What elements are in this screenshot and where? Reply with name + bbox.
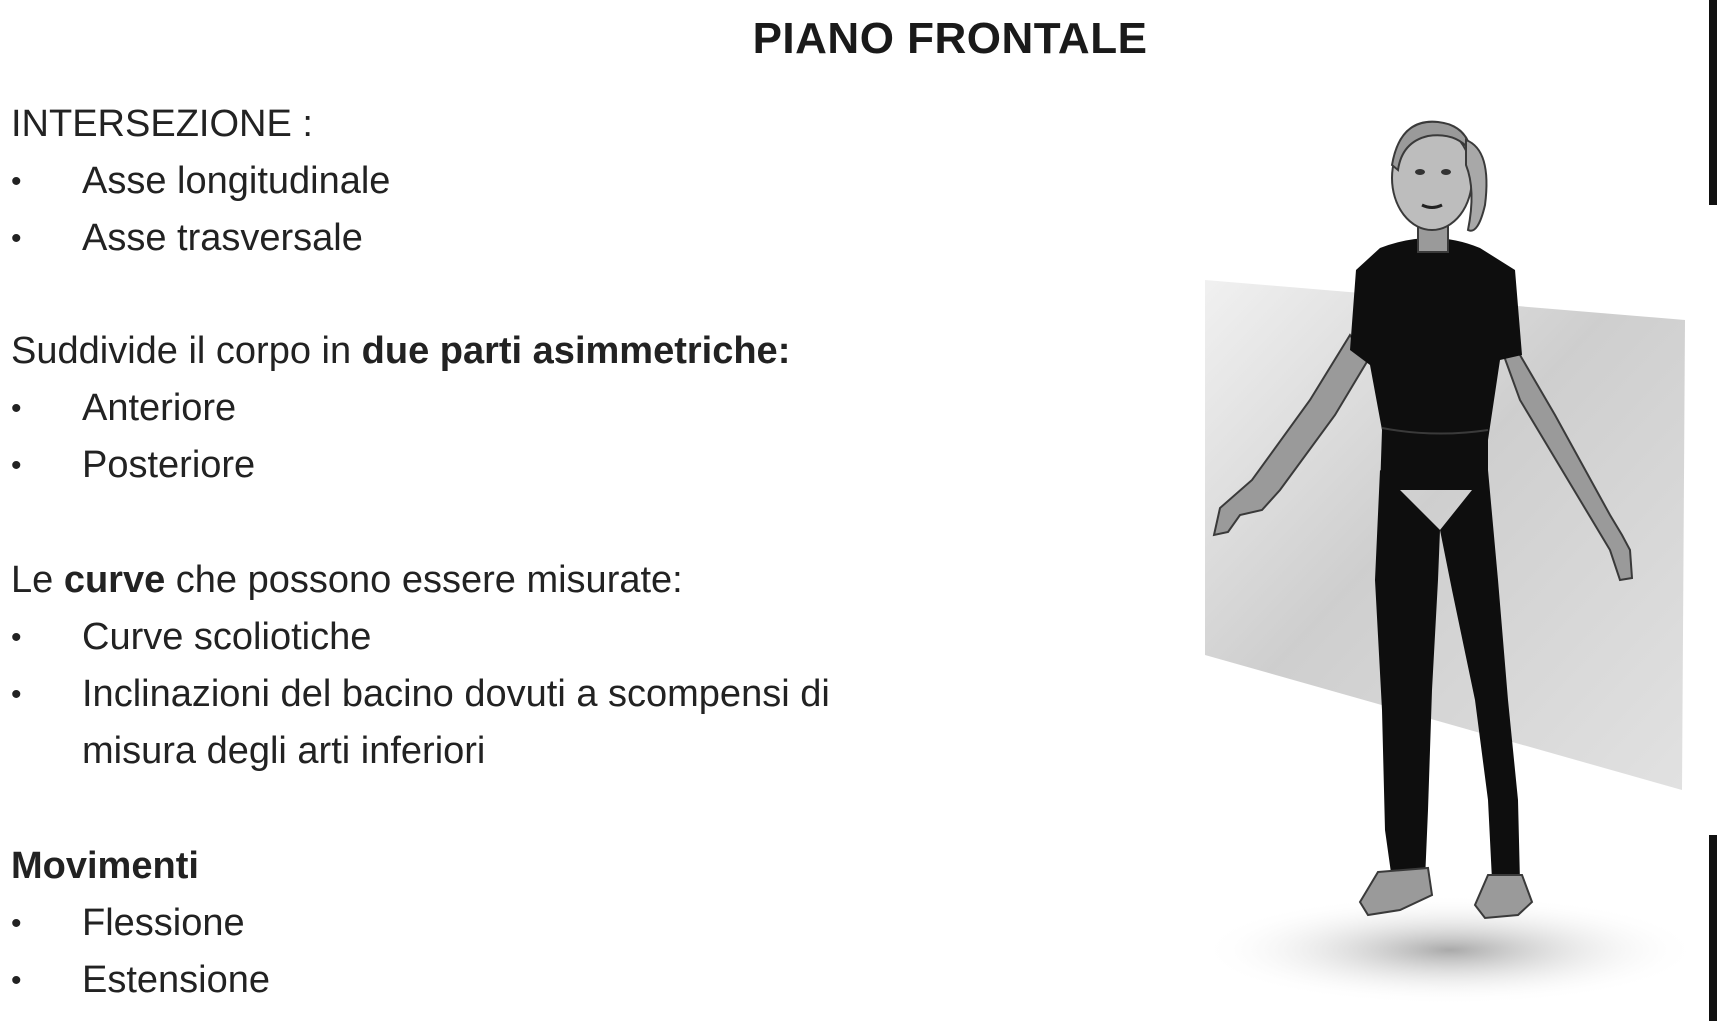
curves-heading-bold: curve [63, 559, 166, 601]
right-eye [1441, 169, 1451, 175]
list-item: • Flessione [11, 895, 1011, 952]
list-item: • Posteriore [11, 437, 1011, 494]
movements-list [11, 895, 1011, 1009]
slide-title: PIANO FRONTALE [752, 14, 1148, 63]
intersection-list [11, 153, 1011, 267]
left-leg [1375, 470, 1440, 880]
right-edge-mark-top [1709, 0, 1717, 205]
intersection-heading: INTERSEZIONE : [11, 103, 313, 145]
curves-list-continuation: misura degli arti inferiori [82, 730, 486, 772]
list-item: • Curve scoliotiche [11, 609, 1011, 666]
division-heading-prefix: Suddivide il corpo in [11, 330, 362, 372]
division-heading-bold: due parti asimmetriche [361, 330, 778, 372]
curves-heading [11, 552, 1011, 609]
division-list [11, 380, 1011, 494]
division-heading-suffix: : [777, 330, 791, 372]
curves-heading-prefix: Le [11, 559, 64, 601]
list-item: • Anteriore [11, 380, 1011, 437]
list-item: • Asse longitudinale [11, 153, 1011, 210]
list-item: • Inclinazioni del bacino dovuti a scompensi di [11, 666, 1011, 723]
left-eye [1415, 169, 1425, 175]
slide-content [11, 96, 1011, 1009]
frontal-plane-figure-icon [1170, 110, 1710, 1010]
movements-heading-bold: Movimenti [11, 845, 199, 887]
right-edge-mark-bottom [1709, 835, 1717, 1021]
floor-shadow [1200, 895, 1700, 1005]
list-item: • Asse trasversale [11, 210, 1011, 267]
division-heading [11, 323, 1011, 380]
list-item: • Estensione [11, 952, 1011, 1009]
frontal-plane-illustration [1170, 110, 1710, 1010]
movements-heading [11, 838, 1011, 895]
curves-list [11, 609, 1011, 723]
curves-heading-suffix: che possono essere misurate: [165, 559, 683, 601]
